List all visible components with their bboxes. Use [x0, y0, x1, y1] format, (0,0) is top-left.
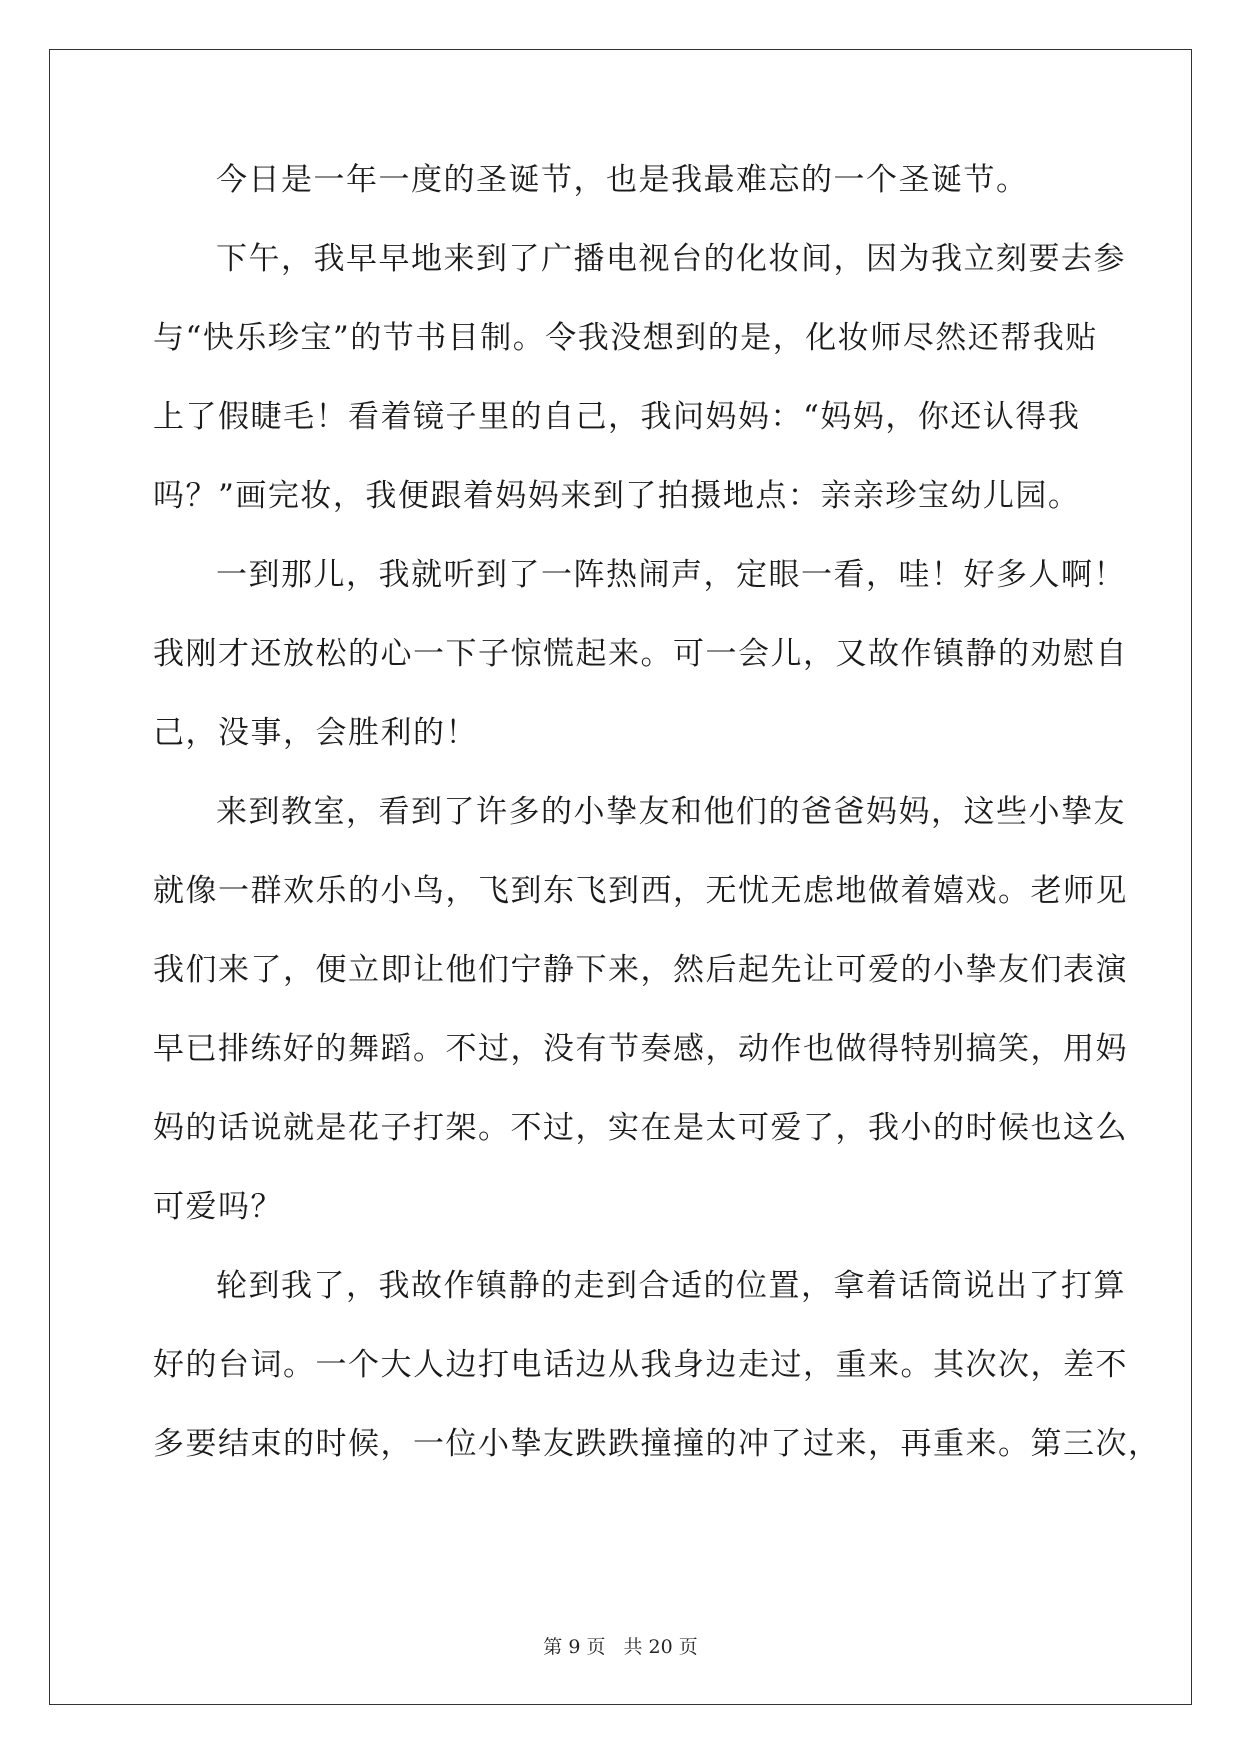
text-line: 就像一群欢乐的小鸟，飞到东飞到西，无忧无虑地做着嬉戏。老师见 — [153, 873, 1128, 909]
text-line: 多要结束的时候，一位小挚友跌跌撞撞的冲了过来，再重来。第三次， — [153, 1426, 1161, 1462]
text-line: 吗？”画完妆，我便跟着妈妈来到了拍摄地点：亲亲珍宝幼儿园。 — [153, 478, 1081, 514]
text-line: 妈的话说就是花子打架。不过，实在是太可爱了，我小的时候也这么 — [153, 1110, 1128, 1146]
text-line: 上了假睫毛！看着镜子里的自己，我问妈妈：“妈妈，你还认得我 — [153, 399, 1081, 435]
text-line: 早已排练好的舞蹈。不过，没有节奏感，动作也做得特别搞笑，用妈 — [153, 1031, 1128, 1067]
document-body — [153, 160, 1161, 1503]
page-footer — [0, 1632, 1241, 1659]
text-line: 己，没事，会胜利的！ — [153, 715, 478, 751]
text-line: 好的台词。一个大人边打电话边从我身边走过，重来。其次次，差不 — [153, 1347, 1128, 1383]
text-line: 一到那儿，我就听到了一阵热闹声，定眼一看，哇！好多人啊！ — [216, 557, 1126, 593]
text-line: 与“快乐珍宝”的节书目制。令我没想到的是，化妆师尽然还帮我贴 — [153, 320, 1098, 356]
page-total: 共 20 页 — [623, 1636, 698, 1658]
text-line: 我刚才还放松的心一下子惊慌起来。可一会儿，又故作镇静的劝慰自 — [153, 636, 1128, 672]
text-line: 我们来了，便立即让他们宁静下来，然后起先让可爱的小挚友们表演 — [153, 952, 1128, 988]
text-line: 来到教室，看到了许多的小挚友和他们的爸爸妈妈，这些小挚友 — [216, 794, 1126, 830]
text-line: 可爱吗？ — [153, 1189, 283, 1225]
page-number: 第 9 页 — [543, 1636, 606, 1658]
text-line: 轮到我了，我故作镇静的走到合适的位置，拿着话筒说出了打算 — [216, 1268, 1126, 1304]
text-line: 今日是一年一度的圣诞节，也是我最难忘的一个圣诞节。 — [216, 162, 1029, 198]
text-line: 下午，我早早地来到了广播电视台的化妆间，因为我立刻要去参 — [216, 241, 1126, 277]
